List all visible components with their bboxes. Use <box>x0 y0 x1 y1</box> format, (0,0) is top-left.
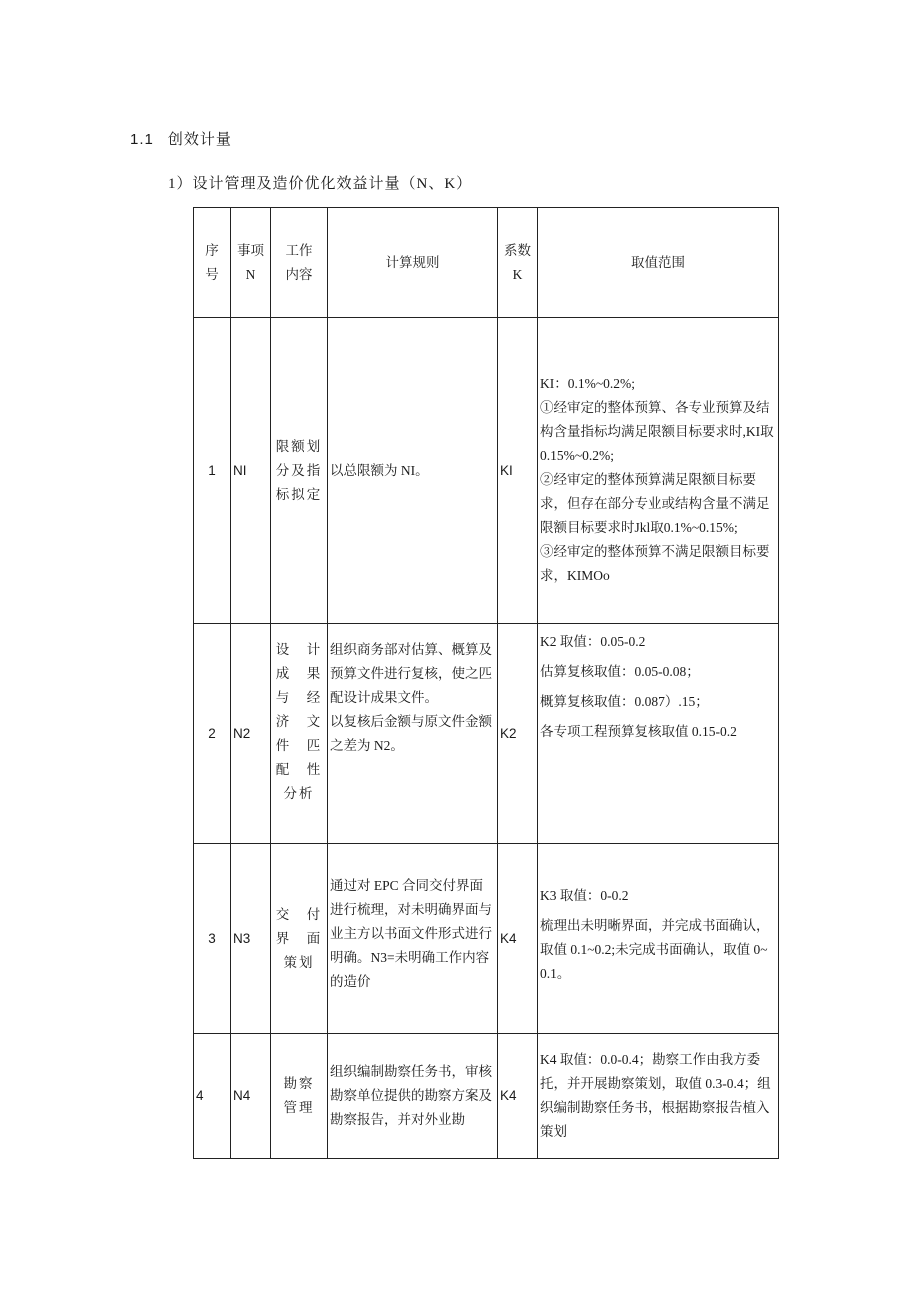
row-work <box>271 1034 328 1159</box>
range-text: K4 取值：0.0-0.4；勘察工作由我方委托，并开展勘察策划，取值 0.3-0.4；组织编制勘察任务书，根据勘察报告植入策划 <box>540 1052 771 1139</box>
range-text: 概算复核取值：0.087）.15； <box>540 694 709 709</box>
range-text: ③经审定的整体预算不满足限额目标要求，KIMOo <box>540 543 770 583</box>
range-text: KI：0.1%~0.2%; <box>540 375 636 391</box>
row-item: N4 <box>231 1034 271 1159</box>
header-coef <box>498 208 538 318</box>
row-work <box>271 844 328 1034</box>
row-seq: 4 <box>194 1034 231 1159</box>
range-text: K3 取值：0-0.2 <box>540 888 629 903</box>
row-range <box>538 624 779 844</box>
row-item: N3 <box>231 844 271 1034</box>
work-line: 管理 <box>283 1100 315 1115</box>
work-line: 分析 <box>283 786 315 801</box>
row-rule <box>328 318 498 624</box>
work-line: 限额划 <box>275 438 323 454</box>
header-item-bottom: N <box>245 266 256 282</box>
header-rule: 计算规则 <box>328 208 498 318</box>
table-row <box>194 1034 779 1159</box>
range-text: K2 取值：0.05-0.2 <box>540 634 646 649</box>
row-coef: K4 <box>498 844 538 1034</box>
section-heading <box>130 128 232 149</box>
section-title: 创效计量 <box>167 132 232 148</box>
work-line: 成 果 <box>275 666 323 681</box>
rule-text: 通过对 EPC 合同交付界面进行梳理，对未明确界面与业主方以书面文件形式进行明确。N3=未明确工作内容的造价 <box>330 878 492 989</box>
row-rule <box>328 624 498 844</box>
table-row <box>194 624 779 844</box>
row-work <box>271 318 328 624</box>
header-item-top: 事项 <box>237 242 264 258</box>
header-coef-top: 系数 <box>504 242 531 258</box>
row-range <box>538 318 779 624</box>
header-range: 取值范围 <box>538 208 779 318</box>
rule-text: 以总限额为 NI。 <box>330 462 429 478</box>
benefit-table <box>193 207 779 1159</box>
header-coef-bottom: K <box>512 266 523 282</box>
range-text: 梳理出未明晰界面，并完成书面确认，取值 0.1~0.2;未完成书面确认，取值 0~0.1。 <box>540 918 770 981</box>
work-line: 策划 <box>283 954 315 970</box>
header-seq <box>194 208 231 318</box>
header-seq-bottom: 号 <box>205 266 219 282</box>
row-item: NI <box>231 318 271 624</box>
header-work-bottom: 内容 <box>285 266 313 282</box>
row-coef: K4 <box>498 1034 538 1159</box>
rule-text: 组织商务部对估算、概算及预算文件进行复核，使之匹配设计成果文件。 <box>330 642 492 705</box>
row-coef: KI <box>498 318 538 624</box>
range-text: ②经审定的整体预算满足限额目标要求，但存在部分专业或结构含量不满足限额目标要求时Jkl取0.1%~0.15%; <box>540 471 770 535</box>
work-line: 济 文 <box>275 714 323 729</box>
row-seq: 1 <box>194 318 231 624</box>
row-rule <box>328 844 498 1034</box>
subsection-heading: 1）设计管理及造价优化效益计量（N、K） <box>168 176 473 192</box>
row-range <box>538 1034 779 1159</box>
work-line: 分及指 <box>275 462 323 478</box>
row-work <box>271 624 328 844</box>
work-line: 勘察 <box>283 1076 315 1091</box>
header-work <box>271 208 328 318</box>
work-line: 交 付 <box>275 906 323 922</box>
work-line: 标拟定 <box>275 486 323 502</box>
range-text: ①经审定的整体预算、各专业预算及结构含量指标均满足限额目标要求时,KI取0.15%~0.2%; <box>540 399 774 463</box>
row-rule <box>328 1034 498 1159</box>
work-line: 配 性 <box>275 762 323 777</box>
rule-text: 以复核后金额与原文件金额之差为 N2。 <box>330 714 492 753</box>
range-text: 各专项工程预算复核取值 0.15-0.2 <box>540 724 737 739</box>
work-line: 设 计 <box>275 642 323 657</box>
row-coef: K2 <box>498 624 538 844</box>
work-line: 界 面 <box>275 930 323 946</box>
row-range <box>538 844 779 1034</box>
row-seq: 2 <box>194 624 231 844</box>
rule-text: 组织编制勘察任务书，审核勘察单位提供的勘察方案及勘察报告，并对外业勘 <box>330 1064 492 1127</box>
row-seq: 3 <box>194 844 231 1034</box>
work-line: 与 经 <box>275 690 323 705</box>
table-row <box>194 318 779 624</box>
table-header-row <box>194 208 779 318</box>
table-row <box>194 844 779 1034</box>
header-work-top: 工作 <box>285 242 313 258</box>
work-line: 件 匹 <box>275 738 323 753</box>
row-item: N2 <box>231 624 271 844</box>
header-item <box>231 208 271 318</box>
header-seq-top: 序 <box>205 242 219 258</box>
section-number: 1.1 <box>130 131 154 148</box>
range-text: 估算复核取值：0.05-0.08； <box>540 664 700 679</box>
